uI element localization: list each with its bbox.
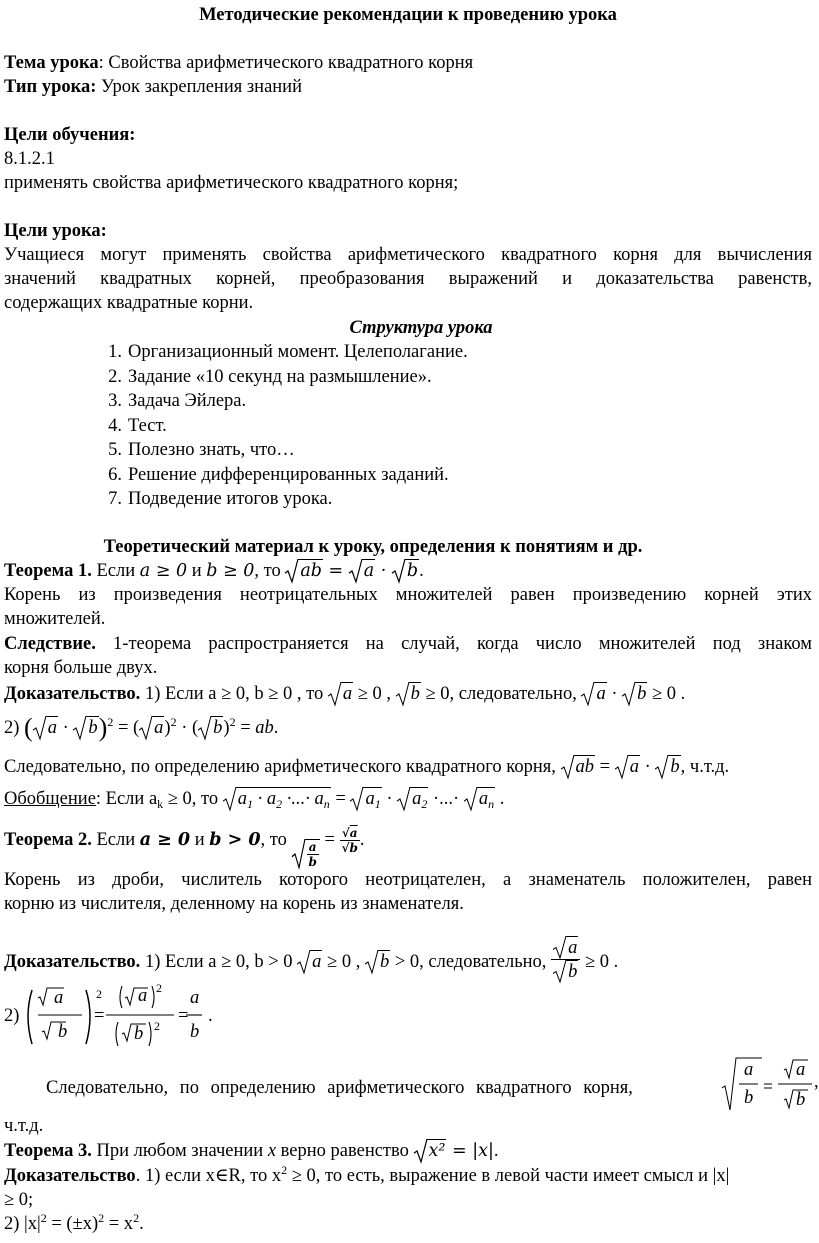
structure-title: Структура урока — [349, 318, 493, 338]
list-item: 5. Полезно знать, что… — [108, 440, 295, 460]
proof-label: Доказательство. — [4, 684, 141, 704]
lesson-goals-line-2: значений квадратных корней, преобразования выражений и доказательства равенств, — [4, 269, 812, 289]
theorem-1-explanation-1: Корень из произведения неотрицательных множителей равен произведению корней этих — [4, 585, 812, 605]
proof-3-step-2: 2) $|x|^2 = (\pm x)^2 = x^2$. — [4, 1211, 144, 1234]
theorem-2-label: Теорема 2. — [4, 829, 92, 850]
proof-1-step-2: 2) ( a · b)$^2$ = ( a)$^2$ · ( b)$^2$ = ab. — [4, 713, 279, 742]
theorem-3-statement: Теорема 3. При любом значении x верно равенство x² = |x|. — [4, 1141, 499, 1161]
topic-value: : Свойства арифметического квадратного корня — [98, 53, 474, 73]
theorem-1-explanation-2: множителей. — [4, 609, 106, 629]
list-item: 6. Решение дифференцированных заданий. — [108, 464, 449, 485]
generalization-line: Обобщение: Если $a_k \ge 0$, то $a_1 \cdot a_2$ ·...· $a_n$ = $a_1$ · $a_2$ ·...· $a_n$ . — [4, 789, 505, 811]
doc-heading: Методические рекомендации к проведению урока — [199, 5, 617, 25]
radical-a: a — [349, 559, 375, 583]
corollary-line-1: Следствие. 1-теорема распространяется на случай, когда число множителей под знаком — [4, 634, 812, 654]
lesson-goals-label: Цели урока: — [4, 221, 107, 241]
list-item: 2. Задание «10 секунд на размышление». — [108, 366, 432, 387]
type-label: Тип урока: — [4, 77, 97, 97]
theorem-1-statement: Теорема 1. Если a ≥ 0 и b ≥ 0, то ab = a · b. — [4, 561, 424, 581]
theorem-2-explanation-2: корню из числителя, деленному на корень из знаменателя. — [4, 894, 464, 914]
lesson-goals-line-1: Учащиеся могут применять свойства арифметического квадратного корня для вычисления — [4, 245, 812, 265]
lesson-goals-line-3: содержащих квадратные корни. — [4, 293, 254, 313]
topic-label: Тема урока — [4, 53, 99, 73]
list-item: 3. Задача Эйлера. — [108, 391, 247, 411]
topic-line — [4, 51, 812, 75]
learning-goals-text: применять свойства арифметического квадратного корня; — [4, 173, 459, 193]
proof-2-conclusion: Следовательно, по определению арифметического квадратного корня, a b a b , — [4, 1070, 812, 1110]
theorem-2-explanation-1: Корень из дроби, числитель которого неотрицателен, а знаменатель положителен, равен — [4, 870, 812, 890]
structure-list — [90, 340, 468, 512]
generalization-label: Обобщение — [4, 789, 96, 809]
proof-1-conclusion: Следовательно, по определению арифметического квадратного корня, ab = a · b, ч.т.д. — [4, 757, 730, 777]
proof-2-step-2: 2) a b 2 = a 2 b 2 = a b . — [4, 982, 812, 1054]
corollary-line-2: корня больше двух. — [4, 658, 158, 678]
theorem-2-statement: Теорема 2. Если a ≥ 0 и b > 0, то $\frac{a}{b}$ = $\frac{√a}{√b}$ . — [4, 826, 365, 869]
list-item: 4. Тест. — [108, 415, 167, 436]
proof-3-step-1-cont: ≥ 0; — [4, 1190, 34, 1210]
theory-title: Теоретический материал к уроку, определения к понятиям и др. — [103, 537, 643, 557]
radical-ab: ab — [285, 559, 323, 583]
radical-b: b — [392, 559, 419, 583]
proof-2-qed: ч.т.д. — [4, 1116, 44, 1136]
list-item: 1. Организационный момент. Целеполагание. — [108, 342, 468, 362]
type-line — [4, 75, 812, 99]
list-item: 7. Подведение итогов урока. — [108, 489, 333, 509]
theorem-1-label: Теорема 1. — [4, 561, 92, 581]
theorem-3-label: Теорема 3. — [4, 1141, 92, 1161]
learning-goals-code: 8.1.2.1 — [4, 149, 55, 169]
proof-1-step-1: Доказательство. 1) Если a ≥ 0, b ≥ 0 , то a ≥ 0 , b ≥ 0, следовательно, a · b ≥ 0 . — [4, 684, 686, 704]
proof-3-step-1: Доказательство. 1) если x∈R, то $x^2 \ge 0$, то есть, выражение в левой части имеет смысл и |x| — [4, 1163, 730, 1186]
learning-goals-label: Цели обучения: — [4, 125, 136, 145]
proof-2-step-1: Доказательство. 1) Если a ≥ 0, b > 0 a ≥ 0 , b > 0, следовательно, $\frac{a}{b}$ ≥ 0 . — [4, 938, 619, 982]
type-value: Урок закрепления знаний — [96, 77, 302, 97]
